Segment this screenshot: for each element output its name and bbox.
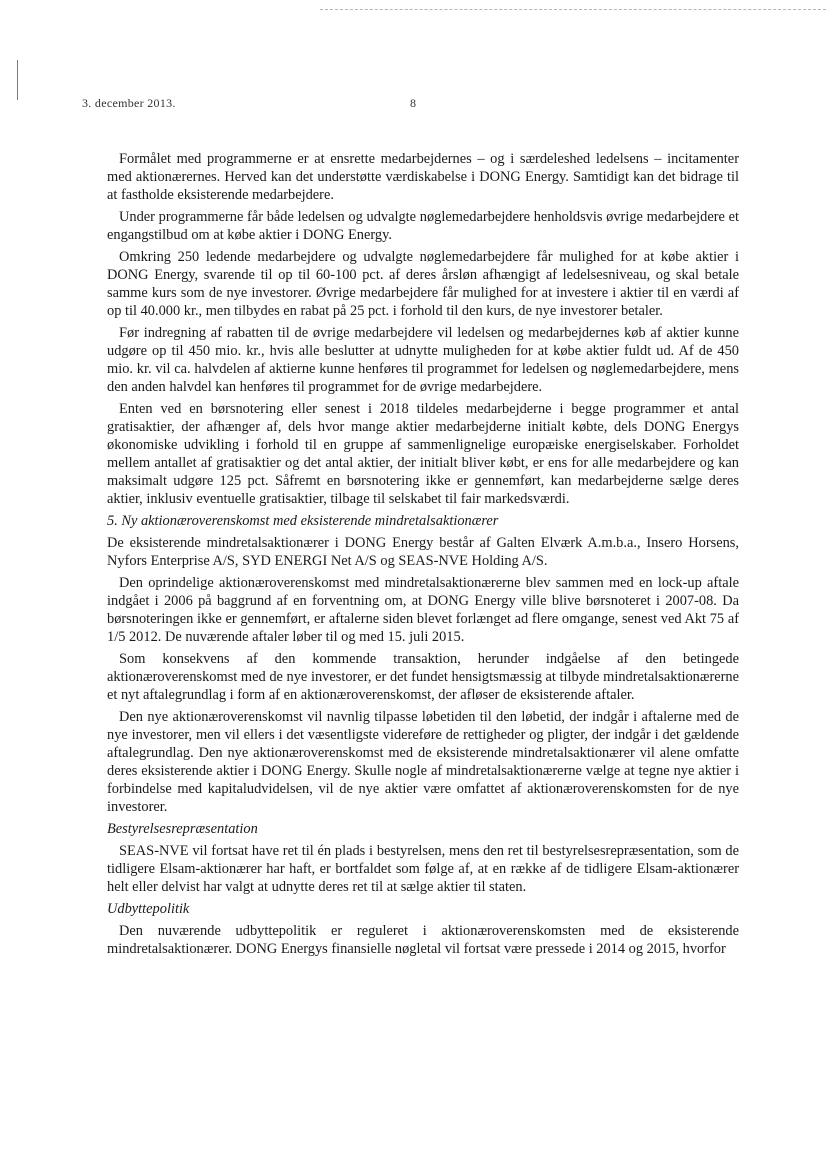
paragraph: SEAS-NVE vil fortsat have ret til én plads i bestyrelsen, mens den ret til bestyrelsesrepræsentation, som de tidligere Elsam-aktionærer har haft, er bortfaldet som følge af, at en række af de tidligere Elsam-aktionærer helt eller delvist har valgt at udnytte deres ret til at sælge aktier til staten. (107, 843, 739, 895)
subsection-heading: Udbyttepolitik (107, 901, 190, 917)
paragraph: De eksisterende mindretalsaktionærer i DONG Energy består af Galten Elværk A.m.b.a., Insero Horsens, Nyfors Enterprise A/S, SYD ENERGI Net A/S og SEAS-NVE Holding A/S. (107, 535, 739, 569)
page-header-date: 3. december 2013. (82, 96, 176, 110)
scan-edge-line (320, 9, 826, 10)
subsection-heading: Bestyrelsesrepræsentation (107, 821, 258, 837)
paragraph: Omkring 250 ledende medarbejdere og udvalgte nøglemedarbejdere får mulighed for at købe aktier i DONG Energy, svarende til op til 60-100 pct. af deres årsløn afhængigt af ledelsesniveau, og skal betale samme kurs som de nye investorer. Øvrige medarbejdere får mulighed for at investere i aktier til en værdi af op til 40.000 kr., men tilbydes en rabat på 25 pct. i forhold til den kurs, de nye investorer betaler. (107, 249, 739, 319)
section-heading: 5. Ny aktionæroverenskomst med eksisterende mindretalsaktionærer (107, 513, 499, 529)
paragraph: Før indregning af rabatten til de øvrige medarbejdere vil ledelsen og medarbejdernes køb af aktier kunne udgøre op til 450 mio. kr., hvis alle beslutter at udnytte muligheden for at købe aktier fuldt ud. Af de 450 mio. kr. vil ca. halvdelen af aktierne kunne henføres til programmet for ledelsen og nøglemedarbejdere, mens den anden halvdel kan henføres til programmet for de øvrige medarbejdere. (107, 325, 739, 395)
paragraph: Enten ved en børsnotering eller senest i 2018 tildeles medarbejderne i begge programmer et antal gratisaktier, der afhænger af, dels hvor mange aktier medarbejderne initialt købte, dels DONG Energys økonomiske udvikling i forhold til en gruppe af sammenlignelige europæiske energiselskaber. Forholdet mellem antallet af gratisaktier og det antal aktier, der initialt bliver købt, er ens for alle medarbejdere og kan maksimalt udgøre 125 pct. Såfremt en børsnotering ikke er gennemført, kan medarbejderne sælge deres aktier, inklusiv eventuelle gratisaktier, tilbage til selskabet til fair markedsværdi. (107, 401, 739, 507)
scan-margin-mark (17, 60, 18, 100)
page-number: 8 (410, 96, 416, 110)
paragraph: Den oprindelige aktionæroverenskomst med mindretalsaktionærerne blev sammen med en lock-up aftale indgået i 2006 på baggrund af en forventning om, at DONG Energy ville blive børsnoteret i 2007-08. Da børsnoteringen ikke er gennemført, er aftalerne siden blevet forlænget ad flere omgange, senest ved Akt 75 af 1/5 2012. De nuværende aftaler løber til og med 15. juli 2015. (107, 575, 739, 645)
document-body (107, 150, 739, 962)
paragraph: Formålet med programmerne er at ensrette medarbejdernes – og i særdeleshed ledelsens – incitamenter med aktionærernes. Herved kan det understøtte værdiskabelse i DONG Energy. Samtidigt kan det bidrage til at fastholde eksisterende medarbejdere. (107, 151, 739, 203)
paragraph: Som konsekvens af den kommende transaktion, herunder indgåelse af den betingede aktionæroverenskomst med de nye investorer, er det fundet hensigtsmæssig at tilbyde mindretalsaktionærerne et nyt aftalegrundlag i form af en aktionæroverenskomst, der afløser de eksisterende aftaler. (107, 651, 739, 703)
paragraph: Under programmerne får både ledelsen og udvalgte nøglemedarbejdere henholdsvis øvrige medarbejdere et engangstilbud om at købe aktier i DONG Energy. (107, 209, 739, 243)
paragraph: Den nuværende udbyttepolitik er reguleret i aktionæroverenskomsten med de eksisterende mindretalsaktionærer. DONG Energys finansielle nøgletal vil fortsat være pressede i 2014 og 2015, hvorfor (107, 923, 739, 957)
paragraph: Den nye aktionæroverenskomst vil navnlig tilpasse løbetiden til den løbetid, der indgår i aftalerne med de nye investorer, men vil ellers i det væsentligste videreføre de rettigheder og pligter, der indgår i det gældende aftalegrundlag. Den nye aktionæroverenskomst med de eksisterende mindretalsaktionærer vil alene omfatte deres eksisterende aktier i DONG Energy. Skulle nogle af mindretalsaktionærerne vælge at tegne nye aktier i forbindelse med kapitaludvidelsen, vil de nye aktier være omfattet af aktionæroverenskomsten for de nye investorer. (107, 709, 739, 815)
